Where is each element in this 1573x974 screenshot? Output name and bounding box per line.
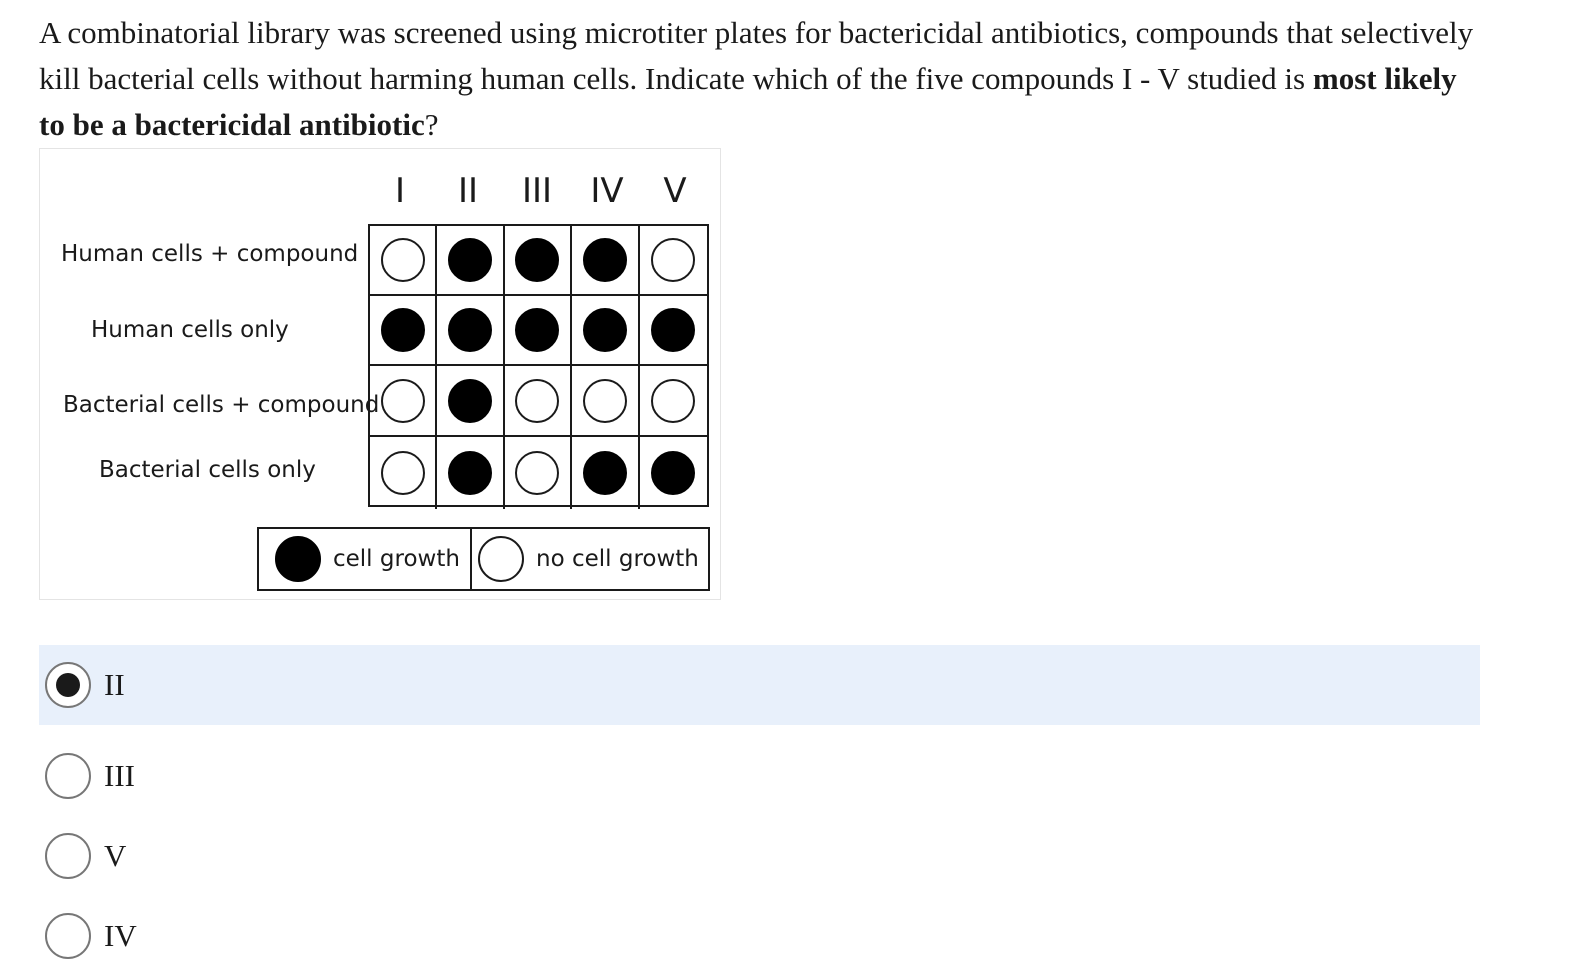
answer-option-label: III [104, 758, 135, 793]
column-label-1: I [394, 171, 406, 211]
filled-circle-icon [448, 238, 492, 282]
answer-option-label: V [104, 838, 127, 873]
filled-circle-icon [515, 238, 559, 282]
legend-item-no-growth [472, 529, 708, 589]
legend [257, 527, 710, 591]
filled-circle-icon [583, 238, 627, 282]
answer-option-label: IV [104, 918, 137, 953]
plate-well [640, 226, 707, 296]
plate-well [370, 226, 437, 296]
column-label-4: IV [590, 171, 624, 211]
plate-well [370, 437, 437, 509]
empty-circle-icon [381, 238, 425, 282]
empty-circle-icon [583, 379, 627, 423]
filled-circle-icon [381, 308, 425, 352]
filled-circle-icon [448, 451, 492, 495]
plate-well [370, 296, 437, 366]
plate-well [437, 437, 504, 509]
filled-circle-icon [515, 308, 559, 352]
row-label-bacterial-compound: Bacterial cells + compound [63, 392, 380, 418]
empty-circle-icon [515, 451, 559, 495]
empty-circle-icon [515, 379, 559, 423]
plate-well [505, 296, 572, 366]
plate-well [437, 366, 504, 437]
filled-circle-icon [583, 451, 627, 495]
legend-label-growth: cell growth [333, 546, 460, 572]
question-text-start: A combinatorial library was screened using microtiter plates for bactericidal antibiotics, compounds that selectively kill bacterial cells without harming human cells. Indicate which of the five compounds I - V studied is [39, 15, 1474, 96]
plate-well [505, 366, 572, 437]
radio-button-4[interactable] [45, 913, 91, 959]
plate-well [572, 437, 639, 509]
question-text [39, 10, 1479, 148]
legend-item-growth [259, 529, 472, 589]
filled-circle-icon [583, 308, 627, 352]
plate-well [370, 366, 437, 437]
plate-well [572, 296, 639, 366]
column-label-5: V [663, 171, 687, 211]
filled-circle-icon [275, 536, 321, 582]
row-label-human-compound: Human cells + compound [61, 241, 359, 267]
column-label-3: III [521, 171, 553, 211]
plate-well [572, 366, 639, 437]
empty-circle-icon [651, 379, 695, 423]
empty-circle-icon [381, 451, 425, 495]
plate-well [640, 366, 707, 437]
plate-well [437, 296, 504, 366]
radio-button-3[interactable] [45, 833, 91, 879]
plate-well [505, 226, 572, 296]
filled-circle-icon [448, 308, 492, 352]
filled-circle-icon [448, 379, 492, 423]
empty-circle-icon [651, 238, 695, 282]
answer-option-1[interactable] [39, 645, 1480, 725]
empty-circle-icon [478, 536, 524, 582]
plate-well [640, 437, 707, 509]
filled-circle-icon [651, 308, 695, 352]
legend-label-no-growth: no cell growth [536, 546, 699, 572]
radio-button-2[interactable] [45, 753, 91, 799]
question-text-emphasis: most likely to be a bactericidal antibiotic [39, 61, 1457, 142]
answer-option-2[interactable] [39, 736, 1480, 816]
plate-well [640, 296, 707, 366]
question-text-end: ? [424, 107, 439, 142]
plate-well [505, 437, 572, 509]
plate-grid [368, 224, 709, 507]
filled-circle-icon [651, 451, 695, 495]
radio-button-1[interactable] [45, 662, 91, 708]
plate-well [572, 226, 639, 296]
answer-option-4[interactable] [39, 896, 1480, 974]
radio-selected-dot [56, 673, 80, 697]
row-label-bacterial-only: Bacterial cells only [99, 457, 316, 483]
column-label-2: II [457, 171, 479, 211]
microtiter-plate-figure [39, 148, 721, 600]
answer-option-3[interactable] [39, 816, 1480, 896]
plate-well [437, 226, 504, 296]
row-label-human-only: Human cells only [91, 317, 289, 343]
empty-circle-icon [381, 379, 425, 423]
answer-option-label: II [104, 667, 125, 702]
